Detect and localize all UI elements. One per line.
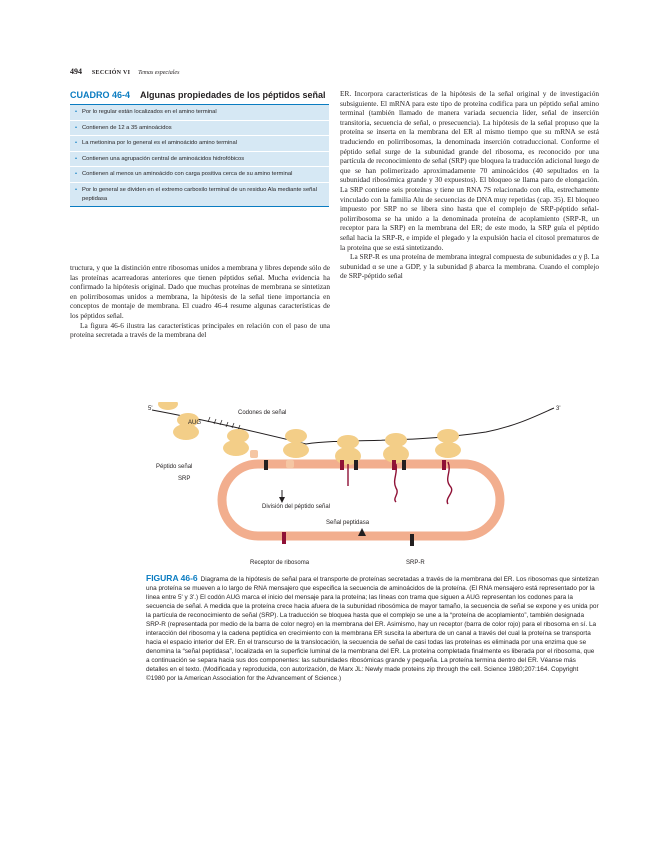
figure-label: FIGURA 46-6 <box>146 573 198 583</box>
left-column <box>70 263 330 340</box>
label-signal-peptidase: Señal peptidasa <box>326 520 370 526</box>
caption-text: Diagrama de la hipótesis de señal para el transporte de proteínas secretadas a través de la membrana del ER. Los ribosomas que sintetizan una proteína se mueven a lo largo de RNA mensajero que especifica la secuencia de aminoácidos de la proteína. (El RNA mensajero está representado por la línea entre 5' y 3'.) El codón AUG marca el inicio del mensaje para la proteína; las líneas con trama que siguen a AUG representan los codones para la secuencia de señal. A medida que la proteína crece hacia afuera de la subunidad ribosómica de mayor tamaño, la secuencia de señal se expone y es unida por la partícula de reconocimiento de señal (SRP). La traducción se bloquea hasta que el complejo se une a la “proteína de acoplamiento”, también designada SRP-R (representada por medio de la barra de color negro) en la membrana del ER. Asimismo, hay un receptor (barra de color rojo) para el ribosoma en sí. La interacción del ribosoma y la cadena peptídica en crecimiento con la membrana ER suscita la abertura de un canal a través del cual la proteína se transporta hacia el espacio interior del ER. En el transcurso de la translocación, la secuencia de señal de casi todas las proteínas es eliminada por una enzima que se denomina la “señal peptidasa”, localizada en la superficie luminal de la membrana del ER. La proteína completada finalmente es liberada por el ribosoma, que a continuación se separa hacia sus dos componentes: las subunidades ribosómicas grande y pequeña. La proteína termina dentro del ER. Véanse más detalles en el texto. (Modificada y reproducida, con autorización, de Marx JL: Newly made proteins zip through the cell. Science 1980;207:164. Copyright ©1980 por la American Association for the Advancement of Science.) <box>146 576 599 682</box>
ribosome <box>158 402 249 456</box>
right-column <box>340 89 599 281</box>
label-3prime: 3' <box>556 406 561 412</box>
label-signal-codons: Codones de señal <box>238 410 287 416</box>
table-box-46-4 <box>70 90 329 207</box>
section-title: Temas especiales <box>138 70 180 76</box>
box-number: CUADRO 46-4 <box>70 90 131 100</box>
list-item: • Por lo general se dividen en el extremo carboxilo terminal de un residuo Ala mediante señal peptidasa <box>70 183 329 206</box>
box-title-text: Algunas propiedades de los péptidos señal <box>140 90 326 100</box>
figure-caption <box>146 574 599 683</box>
list-item: • Por lo regular están localizados en el amino terminal <box>70 105 329 121</box>
list-item: • Contienen una agrupación central de aminoácidos hidrofóbicos <box>70 152 329 168</box>
label-ribosome-receptor: Receptor de ribosoma <box>250 560 310 566</box>
ribosome-receptor <box>282 460 446 544</box>
box-list <box>70 104 329 207</box>
signal-hypothesis-diagram <box>146 402 596 570</box>
section-label: SECCIÓN VI <box>91 70 131 76</box>
label-cleavage: División del péptido señal <box>262 504 331 510</box>
box-title <box>70 90 329 100</box>
list-item: • La metionina por lo general es el aminoácido amino terminal <box>70 136 329 152</box>
signal-codons-hatch <box>208 417 240 430</box>
page-number: 494 <box>70 67 82 76</box>
label-5prime: 5' <box>148 406 153 412</box>
paragraph: ER. Incorpora características de la hipótesis de la señal original y de investigación subsiguiente. El mRNA para este tipo de proteína codifica para un péptido señal amino terminal (también llamado de manera variada secuencia líder, señal de inserción transitoria, secuencia de señal, o presecuencia). La hipótesis de la señal propuso que la proteína se inserta en la membrana del ER al mismo tiempo que su mRNA se está traduciendo en polirribosomas, la denominada inserción cotraduccional. Conforme el péptido señal surge de la subunidad grande del ribosoma, es reconocido por una partícula de reconocimiento de señal (SRP) que bloquea la traducción adicional luego de que se han polimerizado aproximadamente 70 aminoácidos (40 sepultados en la subunidad ribosómica grande y 30 expuestos). El bloqueo se llama paro de elongación. La SRP contiene seis proteínas y tiene un RNA 7S relacionado con ella, estrechamente vinculado con la familia Alu de secuencias de DNA muy repetidas (cap. 35). El bloqueo impuesto por SRP no se libera sino hasta que el complejo de SRP-péptido señal-polirribosoma se ha unido a la denominada proteína de acoplamiento (SRP-R, un receptor para la SRP) en la membrana del ER; de este modo, la SRP guía el péptido señal hacia la SRP-R, e impide el plegado y la expulsión hacia el citosol prematuros de la proteína que se está sintetizando. <box>340 89 599 252</box>
page-header <box>70 67 179 76</box>
paragraph: La figura 46-6 ilustra las características principales en relación con el paso de una proteína secretada a través de la membrana del <box>70 320 330 340</box>
label-srp-r: SRP-R <box>406 560 425 566</box>
paragraph: La SRP-R es una proteína de membrana integral compuesta de subunidades α y β. La subunidad α se une a GDP, y la subunidad β abarca la membrana. Cuando el complejo de SRP-péptido señal <box>340 252 599 281</box>
list-item: • Contienen de 12 a 35 aminoácidos <box>70 121 329 137</box>
label-signal-peptide: Péptido señal <box>156 464 193 470</box>
paragraph: tructura, y que la distinción entre ribosomas unidos a membrana y libres depende sólo de las proteínas acarreadoras anteriores que tienen péptidos señal. Mucha evidencia ha confirmado la hipótesis original. Dado que muchas proteínas de membrana se sintetizan en polirribosomas unidos a membrana, la hipótesis de la señal tiene importancia en conceptos de montaje de membrana. El cuadro 46-4 resume algunas características de los péptidos señal. <box>70 263 330 320</box>
list-item: • Contienen al menos un aminoácido con carga positiva cerca de su amino terminal <box>70 167 329 183</box>
label-aug: AUG <box>188 420 202 426</box>
label-srp: SRP <box>178 476 191 482</box>
